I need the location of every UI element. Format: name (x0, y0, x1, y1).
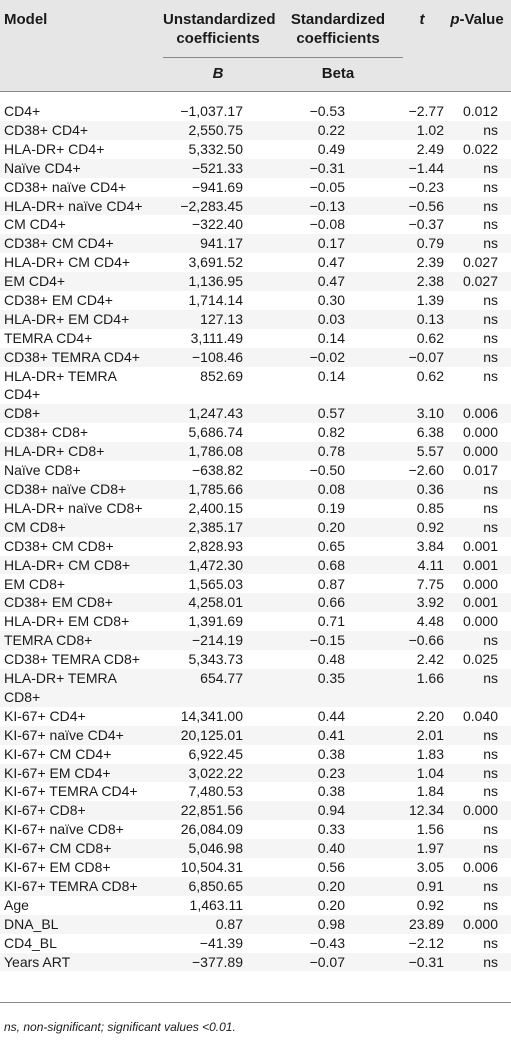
cell-t: −2.77 (408, 103, 444, 119)
cell-t: 2.38 (416, 273, 444, 290)
cell-beta: 0.41 (317, 726, 345, 743)
cell-model: EM CD8+ (4, 575, 66, 592)
header-unstandardized (163, 10, 276, 48)
header-std-line1: Standardized (290, 11, 386, 28)
cell-beta: 0.87 (317, 575, 345, 592)
cell-beta: 0.30 (317, 292, 345, 308)
cell-beta: 0.68 (317, 556, 345, 573)
cell-t: 0.92 (416, 896, 444, 913)
cell-beta: 0.14 (317, 367, 345, 384)
cell-p-value: ns (483, 197, 498, 214)
cell-t: 3.84 (416, 537, 444, 554)
cell-model-continued: CD8+ (4, 688, 41, 705)
cell-p-value: ns (483, 159, 498, 176)
cell-b: 2,828.93 (188, 537, 243, 554)
table-row (0, 953, 511, 972)
cell-model: CD4_BL (4, 934, 57, 951)
cell-beta: 0.03 (317, 310, 345, 327)
cell-p-value: 0.001 (462, 556, 498, 573)
table-row (0, 404, 511, 423)
table-row (0, 348, 511, 367)
cell-model: CD38+ CD4+ (4, 121, 89, 138)
cell-b: 3,022.22 (188, 764, 243, 781)
cell-t: 3.05 (416, 859, 444, 875)
cell-p-value: ns (483, 348, 498, 365)
cell-beta: 0.35 (317, 670, 345, 686)
header-p-value (446, 10, 508, 29)
cell-b: 5,332.50 (188, 140, 243, 157)
cell-b: −2,283.45 (180, 197, 243, 214)
cell-beta: −0.43 (309, 934, 345, 951)
cell-b: −521.33 (192, 159, 243, 176)
cell-model: TEMRA CD8+ (4, 632, 93, 649)
cell-b: −377.89 (192, 953, 243, 970)
cell-model: Naïve CD8+ (4, 462, 81, 479)
cell-b: −41.39 (199, 934, 243, 951)
cell-t: −0.23 (408, 178, 444, 195)
table-row (0, 631, 511, 650)
table-row (0, 593, 511, 612)
cell-p-value: ns (483, 310, 498, 327)
cell-t: 1.84 (416, 783, 444, 800)
table-row (0, 121, 511, 140)
table-row (0, 291, 511, 310)
cell-t: −2.60 (408, 462, 444, 479)
cell-t: 3.10 (416, 405, 444, 422)
cell-model: HLA-DR+ CM CD8+ (4, 556, 131, 573)
cell-t: −0.66 (408, 632, 444, 649)
cell-model: CD8+ (4, 405, 41, 422)
cell-b: 1,785.66 (188, 481, 243, 497)
cell-p-value: ns (483, 896, 498, 913)
cell-beta: 0.78 (317, 443, 345, 460)
cell-beta: 0.44 (317, 707, 345, 724)
cell-model: KI-67+ EM CD4+ (4, 764, 111, 781)
cell-model: CD38+ CM CD8+ (4, 537, 114, 554)
table-bottom-rule (0, 1002, 511, 1003)
cell-beta: 0.47 (317, 254, 345, 271)
cell-model: KI-67+ CM CD4+ (4, 745, 112, 762)
cell-t: 0.62 (416, 329, 444, 346)
cell-p-value: ns (483, 518, 498, 535)
cell-b: 3,111.49 (190, 329, 243, 346)
cell-model: Years ART (4, 953, 71, 970)
cell-b: 3,691.52 (188, 254, 243, 271)
cell-beta: 0.71 (317, 613, 345, 630)
cell-t: 2.39 (416, 254, 444, 271)
cell-b: 1,247.43 (188, 405, 243, 422)
cell-t: 1.02 (416, 121, 444, 138)
cell-p-value: ns (483, 783, 498, 800)
cell-p-value: ns (483, 292, 498, 308)
cell-beta: 0.08 (317, 481, 345, 497)
cell-t: 4.11 (417, 556, 444, 573)
cell-p-value: ns (483, 632, 498, 649)
table-row (0, 877, 511, 896)
cell-b: 22,851.56 (180, 802, 243, 819)
header-separator (0, 91, 511, 92)
table-row (0, 782, 511, 801)
cell-beta: −0.07 (309, 953, 345, 970)
cell-model: Naïve CD4+ (4, 159, 81, 176)
table-row (0, 858, 511, 877)
table-row (0, 140, 511, 159)
cell-b: 1,472.30 (188, 556, 243, 573)
cell-t: 5.57 (416, 443, 444, 460)
cell-model: CD38+ naïve CD8+ (4, 481, 127, 497)
table-row (0, 839, 511, 858)
header-unstd-line1: Unstandardized (163, 11, 276, 28)
cell-beta: 0.38 (317, 745, 345, 762)
cell-b: 26,084.09 (180, 821, 243, 838)
cell-b: 5,343.73 (188, 651, 243, 668)
cell-model: CM CD4+ (4, 216, 66, 233)
cell-p-value: ns (483, 235, 498, 252)
cell-model: HLA-DR+ naïve CD4+ (4, 197, 143, 214)
cell-t: 4.48 (416, 613, 444, 630)
cell-b: 127.13 (200, 310, 243, 327)
cell-p-value: ns (483, 499, 498, 516)
cell-b: 2,385.17 (188, 518, 243, 535)
cell-p-value: ns (483, 840, 498, 857)
cell-beta: 0.23 (317, 764, 345, 781)
table-row (0, 896, 511, 915)
cell-model: CD38+ TEMRA CD4+ (4, 348, 140, 365)
table-row (0, 801, 511, 820)
cell-p-value: ns (483, 764, 498, 781)
cell-p-value: ns (483, 121, 498, 138)
cell-t: −0.56 (408, 197, 444, 214)
cell-beta: 0.20 (317, 877, 345, 894)
cell-beta: −0.02 (309, 348, 345, 365)
cell-p-value: 0.027 (462, 273, 498, 290)
cell-model: CD38+ EM CD4+ (4, 292, 113, 308)
cell-b: 654.77 (200, 670, 243, 686)
cell-b: −1,037.17 (180, 103, 243, 119)
cell-t: −2.12 (408, 934, 444, 951)
header-std-line2: coefficients (296, 30, 380, 47)
cell-b: 1,391.69 (188, 613, 243, 630)
cell-p-value: 0.000 (462, 443, 498, 460)
cell-t: 3.92 (416, 594, 444, 611)
table-row (0, 329, 511, 348)
cell-model: CD38+ EM CD8+ (4, 594, 113, 611)
cell-beta: 0.20 (317, 896, 345, 913)
table-row (0, 480, 511, 499)
cell-b: 0.87 (215, 915, 243, 932)
cell-t: 1.97 (416, 840, 444, 857)
cell-model: EM CD4+ (4, 273, 66, 290)
cell-model: CM CD8+ (4, 518, 66, 535)
cell-t: 0.13 (416, 310, 444, 327)
cell-t: 2.01 (416, 726, 444, 743)
cell-model: KI-67+ TEMRA CD4+ (4, 783, 138, 800)
cell-t: 2.42 (416, 651, 444, 668)
cell-t: 1.39 (416, 292, 444, 308)
cell-beta: 0.17 (317, 235, 345, 252)
cell-model: KI-67+ CD8+ (4, 802, 86, 819)
table-row (0, 442, 511, 461)
cell-p-value: ns (483, 953, 498, 970)
cell-beta: 0.38 (317, 783, 345, 800)
cell-beta: 0.20 (317, 518, 345, 535)
table-row (0, 159, 511, 178)
cell-beta: 0.49 (317, 140, 345, 157)
cell-model: HLA-DR+ TEMRA (4, 670, 117, 686)
cell-p-value: ns (483, 821, 498, 838)
cell-b: 10,504.31 (180, 859, 243, 875)
header-p-rest: -Value (459, 11, 504, 28)
cell-t: 6.38 (416, 424, 444, 441)
cell-t: 1.04 (416, 764, 444, 781)
cell-model: KI-67+ naïve CD4+ (4, 726, 124, 743)
cell-p-value: ns (483, 877, 498, 894)
cell-t: 0.91 (416, 877, 444, 894)
cell-p-value: 0.000 (462, 613, 498, 630)
cell-p-value: ns (483, 726, 498, 743)
table-row (0, 764, 511, 783)
cell-beta: −0.15 (309, 632, 345, 649)
cell-p-value: 0.006 (462, 405, 498, 422)
header-beta: Beta (321, 65, 355, 82)
cell-p-value: 0.027 (462, 254, 498, 271)
cell-model: CD38+ CM CD4+ (4, 235, 114, 252)
cell-model: HLA-DR+ EM CD8+ (4, 613, 130, 630)
header-unstd-line2: coefficients (176, 30, 260, 47)
cell-t: 0.36 (416, 481, 444, 497)
cell-t: 0.62 (416, 367, 444, 384)
cell-b: 2,400.15 (188, 499, 243, 516)
cell-beta: 0.65 (317, 537, 345, 554)
table-row (0, 310, 511, 329)
table-row (0, 423, 511, 442)
cell-p-value: ns (483, 178, 498, 195)
cell-model: HLA-DR+ TEMRA (4, 367, 117, 384)
table-row (0, 253, 511, 272)
table-row (0, 499, 511, 518)
cell-b: 1,136.95 (188, 273, 243, 290)
cell-p-value: ns (483, 216, 498, 233)
table-row (0, 934, 511, 953)
cell-t: 1.66 (416, 670, 444, 686)
cell-p-value: ns (483, 934, 498, 951)
cell-model: KI-67+ naïve CD8+ (4, 821, 124, 838)
cell-beta: 0.22 (317, 121, 345, 138)
cell-beta: 0.33 (317, 821, 345, 838)
cell-b: −638.82 (192, 462, 243, 479)
cell-p-value: ns (483, 329, 498, 346)
table-row (0, 197, 511, 216)
table-row (0, 575, 511, 594)
cell-model: TEMRA CD4+ (4, 329, 93, 346)
cell-b: 852.69 (200, 367, 243, 384)
table-row (0, 367, 511, 405)
cell-t: 0.79 (416, 235, 444, 252)
cell-model-continued: CD4+ (4, 386, 41, 403)
cell-t: 7.75 (416, 575, 444, 592)
table-row (0, 669, 511, 707)
cell-p-value: ns (483, 670, 498, 686)
cell-p-value: ns (483, 367, 498, 384)
header-t: t (419, 11, 425, 28)
cell-beta: −0.08 (309, 216, 345, 233)
cell-model: Age (4, 896, 29, 913)
cell-t: 0.85 (416, 499, 444, 516)
cell-b: 941.17 (200, 235, 243, 252)
cell-b: −322.40 (192, 216, 243, 233)
cell-b: −108.46 (192, 348, 243, 365)
cell-b: 1,463.11 (189, 896, 243, 913)
table-row (0, 178, 511, 197)
cell-b: 6,922.45 (188, 745, 243, 762)
table-row (0, 537, 511, 556)
cell-b: 20,125.01 (180, 726, 243, 743)
table-row (0, 915, 511, 934)
cell-beta: 0.40 (317, 840, 345, 857)
table-row (0, 707, 511, 726)
table-row (0, 518, 511, 537)
table-row (0, 612, 511, 631)
cell-p-value: 0.001 (462, 594, 498, 611)
table-row (0, 745, 511, 764)
cell-beta: 0.66 (317, 594, 345, 611)
cell-p-value: 0.022 (462, 140, 498, 157)
cell-beta: 0.82 (317, 424, 345, 441)
cell-p-value: ns (483, 481, 498, 497)
header-standardized (283, 10, 393, 48)
cell-model: KI-67+ EM CD8+ (4, 859, 111, 875)
cell-b: 1,786.08 (188, 443, 243, 460)
cell-model: CD4+ (4, 103, 41, 119)
cell-p-value: 0.000 (462, 424, 498, 441)
cell-b: −214.19 (192, 632, 243, 649)
table-footnote: ns, non-significant; significant values <0.01. (4, 1020, 236, 1034)
cell-p-value: 0.000 (462, 915, 498, 932)
cell-t: 1.83 (416, 745, 444, 762)
cell-t: 2.20 (416, 707, 444, 724)
cell-model: KI-67+ CD4+ (4, 707, 86, 724)
cell-b: 5,686.74 (188, 424, 243, 441)
cell-b: 6,850.65 (188, 877, 243, 894)
cell-beta: 0.48 (317, 651, 345, 668)
cell-model: KI-67+ TEMRA CD8+ (4, 877, 138, 894)
table-row (0, 234, 511, 253)
cell-t: 1.56 (416, 821, 444, 838)
cell-beta: −0.53 (309, 103, 345, 119)
cell-b: 2,550.75 (188, 121, 243, 138)
cell-p-value: 0.001 (462, 537, 498, 554)
table-row (0, 726, 511, 745)
cell-t: −0.37 (408, 216, 444, 233)
cell-b: 5,046.98 (188, 840, 243, 857)
cell-b: −941.69 (192, 178, 243, 195)
cell-model: HLA-DR+ CD8+ (4, 443, 105, 460)
cell-model: CD38+ naïve CD4+ (4, 178, 127, 195)
table-row (0, 215, 511, 234)
cell-model: CD38+ TEMRA CD8+ (4, 651, 140, 668)
cell-t: 0.92 (416, 518, 444, 535)
cell-p-value: 0.017 (462, 462, 498, 479)
cell-model: HLA-DR+ CD4+ (4, 140, 105, 157)
cell-beta: 0.19 (317, 499, 345, 516)
cell-beta: −0.31 (309, 159, 345, 176)
header-b: B (212, 65, 224, 82)
cell-p-value: 0.040 (462, 707, 498, 724)
table-row (0, 272, 511, 291)
header-group-underline (163, 57, 403, 58)
cell-model: HLA-DR+ CM CD4+ (4, 254, 131, 271)
cell-beta: −0.05 (309, 178, 345, 195)
cell-b: 7,480.53 (188, 783, 243, 800)
cell-model: DNA_BL (4, 915, 59, 932)
table-row (0, 820, 511, 839)
cell-t: 23.89 (408, 915, 444, 932)
cell-model: CD38+ CD8+ (4, 424, 89, 441)
cell-model: KI-67+ CM CD8+ (4, 840, 112, 857)
cell-b: 4,258.01 (188, 594, 243, 611)
cell-p-value: ns (483, 745, 498, 762)
cell-p-value: 0.006 (462, 859, 498, 875)
table-row (0, 556, 511, 575)
cell-beta: 0.56 (317, 859, 345, 875)
cell-b: 1,565.03 (188, 575, 243, 592)
header-model: Model (4, 11, 48, 28)
cell-beta: 0.14 (317, 329, 345, 346)
cell-beta: 0.98 (317, 915, 345, 932)
cell-model: HLA-DR+ EM CD4+ (4, 310, 130, 327)
cell-beta: 0.47 (317, 273, 345, 290)
cell-t: −1.44 (408, 159, 444, 176)
cell-t: 2.49 (416, 140, 444, 157)
table-row (0, 650, 511, 669)
cell-b: 14,341.00 (180, 707, 243, 724)
cell-t: −0.31 (408, 953, 444, 970)
cell-beta: 0.57 (317, 405, 345, 422)
cell-p-value: 0.000 (462, 575, 498, 592)
cell-beta: 0.94 (317, 802, 345, 819)
table-header (0, 0, 511, 92)
cell-b: 1,714.14 (188, 292, 243, 308)
cell-t: −0.07 (408, 348, 444, 365)
cell-model: HLA-DR+ naïve CD8+ (4, 499, 143, 516)
cell-p-value: 0.025 (462, 651, 498, 668)
header-p-italic: p (450, 11, 460, 28)
table-row (0, 461, 511, 480)
cell-beta: −0.13 (309, 197, 345, 214)
cell-beta: −0.50 (309, 462, 345, 479)
cell-t: 12.34 (408, 802, 444, 819)
cell-p-value: 0.000 (462, 802, 498, 819)
cell-p-value: 0.012 (462, 103, 498, 119)
table-row (0, 102, 511, 121)
